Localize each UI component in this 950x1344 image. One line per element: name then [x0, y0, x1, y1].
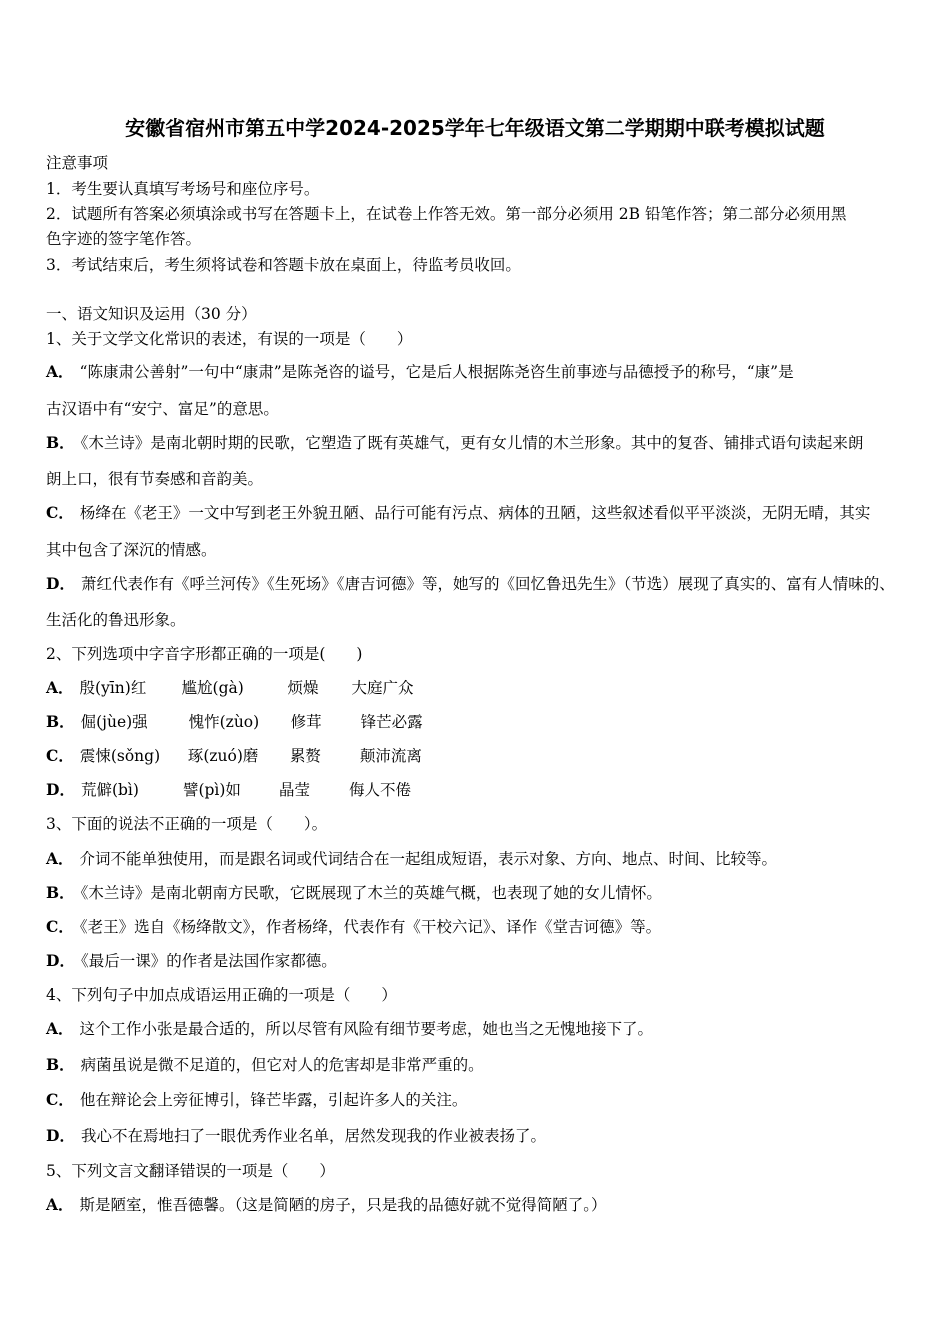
option-word: 锋芒必露 — [360, 713, 423, 731]
notice-item-2-cont: 色字迹的签字笔作答。 — [46, 230, 202, 248]
option-word: 荒僻(bì) — [80, 781, 139, 799]
question-3-stem: 3、下面的说法不正确的一项是（ ）。 — [46, 815, 328, 833]
option-word: 烦燥 — [287, 679, 319, 697]
question-1-option-b-cont: 朗上口，很有节奏感和音韵美。 — [46, 470, 264, 488]
option-word: 倔(jùe)强 — [80, 713, 148, 731]
option-label: B． — [46, 1055, 75, 1074]
question-1-option-a-cont: 古汉语中有“安宁、富足”的意思。 — [46, 400, 279, 418]
option-label: C． — [46, 503, 74, 522]
option-text: 这个工作小张是最合适的，所以尽管有风险有细节要考虑，她也当之无愧地接下了。 — [79, 1020, 654, 1038]
option-word: 譬(pì)如 — [182, 781, 241, 799]
page-title: 安徽省宿州市第五中学2024-2025学年七年级语文第二学期期中联考模拟试题 — [125, 116, 825, 140]
question-2-option-b — [46, 710, 423, 732]
notice-item-3: 3．考试结束后，考生须将试卷和答题卡放在桌面上，待监考员收回。 — [46, 256, 521, 274]
option-label: B． — [46, 883, 75, 902]
option-word: 侮人不倦 — [348, 781, 411, 799]
option-label: B． — [46, 433, 75, 452]
option-label: B． — [46, 712, 75, 731]
question-2-stem: 2、下列选项中字音字形都正确的一项是( ) — [46, 645, 363, 663]
question-1-option-b — [46, 431, 863, 453]
option-text: 杨绛在《老王》一文中写到老王外貌丑陋、品行可能有污点、病体的丑陋，这些叙述看似平平淡淡，无阴无晴，其实 — [79, 504, 871, 522]
option-label: C． — [46, 917, 74, 936]
option-word: 晶莹 — [278, 781, 310, 799]
option-word: 修茸 — [290, 713, 322, 731]
option-word: 尴尬(gà) — [181, 679, 244, 697]
question-2-option-d — [46, 778, 411, 800]
option-label: C． — [46, 1090, 74, 1109]
option-label: D． — [46, 574, 75, 593]
option-word: 累赘 — [289, 747, 321, 765]
option-text: 介词不能单独使用，而是跟名词或代词结合在一起组成短语，表示对象、方向、地点、时间、比较等。 — [79, 850, 778, 868]
question-2-option-a — [46, 676, 414, 698]
option-text: 斯是陋室，惟吾德馨。（这是简陋的房子，只是我的品德好就不觉得简陋了。） — [79, 1196, 607, 1214]
option-word: 愧怍(zùo) — [188, 713, 260, 731]
question-3-option-d — [46, 949, 337, 971]
option-text: 《最后一课》的作者是法国作家都德。 — [80, 952, 337, 970]
option-label: A． — [46, 1019, 74, 1038]
option-text: 《木兰诗》是南北朝南方民歌，它既展现了木兰的英雄气概，也表现了她的女儿情怀。 — [80, 884, 662, 902]
section-heading: 一、语文知识及运用（30 分） — [46, 305, 257, 323]
question-4-option-c — [46, 1088, 467, 1110]
option-text: 我心不在焉地扫了一眼优秀作业名单，居然发现我的作业被表扬了。 — [80, 1127, 546, 1145]
question-1-option-c — [46, 501, 870, 523]
question-4-option-b — [46, 1053, 484, 1075]
question-3-option-a — [46, 847, 777, 869]
question-1-option-a — [46, 360, 794, 382]
question-5-option-a — [46, 1193, 607, 1215]
notice-item-1: 1．考生要认真填写考场号和座位序号。 — [46, 180, 320, 198]
option-word: 大庭广众 — [351, 679, 414, 697]
option-text: 他在辩论会上旁征博引，锋芒毕露，引起许多人的关注。 — [79, 1091, 468, 1109]
question-4-stem: 4、下列句子中加点成语运用正确的一项是（ ） — [46, 986, 397, 1004]
question-1-stem: 1、关于文学文化常识的表述，有误的一项是（ ） — [46, 330, 413, 348]
option-word: 殷(yīn)红 — [79, 679, 147, 697]
option-text: 萧红代表作有《呼兰河传》《生死场》《唐吉诃德》等，她写的《回忆鲁迅先生》（节选）展现了真实的、富有人情味的、 — [80, 575, 895, 593]
option-word: 颠沛流离 — [359, 747, 422, 765]
question-1-option-d-cont: 生活化的鲁迅形象。 — [46, 611, 186, 629]
question-2-option-c — [46, 744, 422, 766]
question-3-option-b — [46, 881, 662, 903]
question-1-option-d — [46, 572, 895, 594]
option-text: 病菌虽说是微不足道的，但它对人的危害却是非常严重的。 — [80, 1056, 484, 1074]
question-4-option-a — [46, 1017, 653, 1039]
option-label: D． — [46, 951, 75, 970]
option-word: 震悚(sǒng) — [79, 747, 161, 765]
option-text: 《老王》选自《杨绛散文》，作者杨绛，代表作有《干校六记》、译作《堂吉诃德》等。 — [79, 918, 662, 936]
option-label: A． — [46, 1195, 74, 1214]
question-3-option-c — [46, 915, 661, 937]
question-1-option-c-cont: 其中包含了深沉的情感。 — [46, 541, 217, 559]
option-label: A． — [46, 849, 74, 868]
option-label: C． — [46, 746, 74, 765]
option-word: 琢(zuó)磨 — [187, 747, 259, 765]
option-label: D． — [46, 1126, 75, 1145]
option-label: A． — [46, 362, 74, 381]
notice-item-2: 2．试题所有答案必须填涂或书写在答题卡上，在试卷上作答无效。第一部分必须用 2B 铅笔作答；第二部分必须用黑 — [46, 205, 847, 223]
question-4-option-d — [46, 1124, 546, 1146]
option-label: A． — [46, 678, 74, 697]
option-label: D． — [46, 780, 75, 799]
question-5-stem: 5、下列文言文翻译错误的一项是（ ） — [46, 1162, 335, 1180]
option-text: 《木兰诗》是南北朝时期的民歌，它塑造了既有英雄气，更有女儿情的木兰形象。其中的复沓、铺排式语句读起来朗 — [80, 434, 864, 452]
notice-heading: 注意事项 — [46, 154, 109, 172]
option-text: “陈康肃公善射”一句中“康肃”是陈尧咨的谥号，它是后人根据陈尧咨生前事迹与品德授予的称号，“康”是 — [79, 363, 794, 381]
